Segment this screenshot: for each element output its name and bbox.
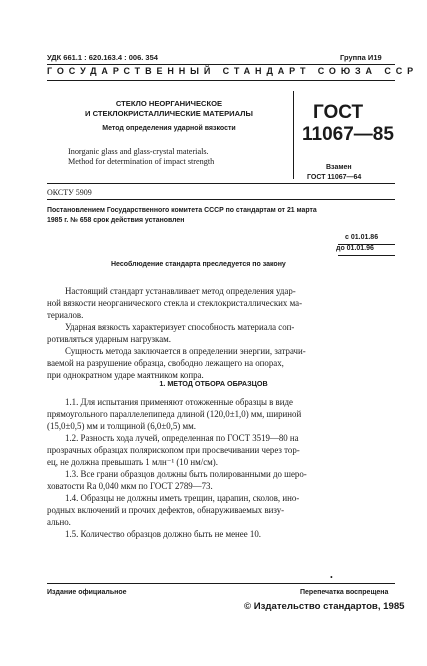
okstu-code: ОКСТУ 5909 (47, 188, 92, 197)
text-line: при однократном ударе маятником копра. (47, 370, 204, 380)
section-paragraph (47, 432, 395, 468)
text-line: Сущность метода заключается в определении энергии, затрачи- (65, 346, 306, 356)
udk-code: УДК 661.1 : 620.163.4 : 006. 354 (47, 53, 158, 62)
text-line: 1.2. Разность хода лучей, определенная по ГОСТ 3519—80 на (65, 433, 299, 443)
official-edition-label: Издание официальное (47, 589, 127, 596)
section-paragraph (47, 528, 395, 540)
group-code: Группа И19 (340, 53, 382, 62)
text-line: ец, не должна превышать 1 млн⁻¹ (10 нм/см). (47, 457, 218, 467)
text-line: (15,0±0,5) мм и толщиной (6,0±0,5) мм. (47, 421, 196, 431)
text-line: 1.5. Количество образцов должно быть не менее 10. (65, 529, 261, 539)
text-line: ваемой на разрушение образца, свободно лежащего на опорах, (47, 358, 284, 368)
section-paragraph (47, 396, 395, 432)
intro-paragraph (47, 345, 395, 381)
title-ru-subtitle: Метод определения ударной вязкости (102, 125, 236, 132)
replaces-label: Взамен (326, 164, 352, 171)
section-paragraph (47, 468, 395, 492)
text-line: прямоугольного параллелепипеда длиной (120,0±1,0) мм, шириной (47, 409, 302, 419)
text-line: 1.4. Образцы не должны иметь трещин, царапин, сколов, ино- (65, 493, 300, 503)
section-title: 1. МЕТОД ОТБОРА ОБРАЗЦОВ (159, 379, 268, 388)
okstu-top-rule (47, 183, 395, 184)
decree-line1: Постановлением Государственного комитета СССР по стандартам от 21 марта (47, 207, 317, 214)
header-rule (47, 80, 395, 81)
text-line: ально. (47, 517, 71, 527)
gost-number: 11067—85 (302, 124, 394, 145)
text-line: Настоящий стандарт устанавливает метод определения удар- (65, 286, 296, 296)
replaces-value: ГОСТ 11067—64 (307, 174, 362, 181)
standard-body-header: ГОСУДАРСТВЕННЫЙ СТАНДАРТ СОЮЗА ССР (47, 66, 419, 76)
text-line: териалов. (47, 310, 84, 320)
stray-mark: • (330, 573, 333, 582)
text-line: ховатости Ra 0,040 мкм по ГОСТ 2789—73. (47, 481, 213, 491)
title-en-line2: Method for determination of impact strength (68, 157, 215, 166)
text-line: Ударная вязкость характеризует способность материала соп- (65, 322, 295, 332)
title-block (60, 99, 278, 132)
validity-from: с 01.01.86 (345, 234, 379, 241)
text-line: родных включений и прочих дефектов, обнаруживаемых визу- (47, 505, 285, 515)
gost-label: ГОСТ (313, 102, 364, 123)
section-paragraph (47, 492, 395, 528)
intro-paragraph (47, 321, 395, 345)
text-line: ной вязкости неорганического стекла и стеклокристаллических ма- (47, 298, 303, 308)
section-text (47, 396, 395, 540)
decree-line2: 1985 г. № 658 срок действия установлен (47, 217, 185, 224)
copyright-notice: © Издательство стандартов, 1985 (244, 601, 405, 612)
intro-paragraph (47, 285, 395, 321)
footer-rule (47, 583, 395, 584)
title-en-line1: Inorganic glass and glass-crystal materials. (68, 147, 209, 156)
text-line: прозрачных образцах полярископом при просвечивании через тор- (47, 445, 300, 455)
validity-until: до 01.01.96 (336, 245, 374, 252)
title-ru-line1: СТЕКЛО НЕОРГАНИЧЕСКОЕ (115, 99, 223, 108)
validity-rule-2 (338, 255, 395, 256)
text-line: 1.3. Все грани образцов должны быть полированными до шеро- (65, 469, 307, 479)
text-line: 1.1. Для испытания применяют отожженные образцы в виде (65, 397, 293, 407)
law-warning: Несоблюдение стандарта преследуется по закону (111, 261, 286, 268)
okstu-bottom-rule (47, 199, 395, 200)
reprint-notice: Перепечатка воспрещена (300, 589, 389, 596)
title-divider (293, 91, 294, 179)
text-line: ротивляться ударным нагрузкам. (47, 334, 171, 344)
title-ru-line2: И СТЕКЛОКРИСТАЛЛИЧЕСКИЕ МАТЕРИАЛЫ (85, 109, 253, 118)
intro-text (47, 285, 395, 381)
